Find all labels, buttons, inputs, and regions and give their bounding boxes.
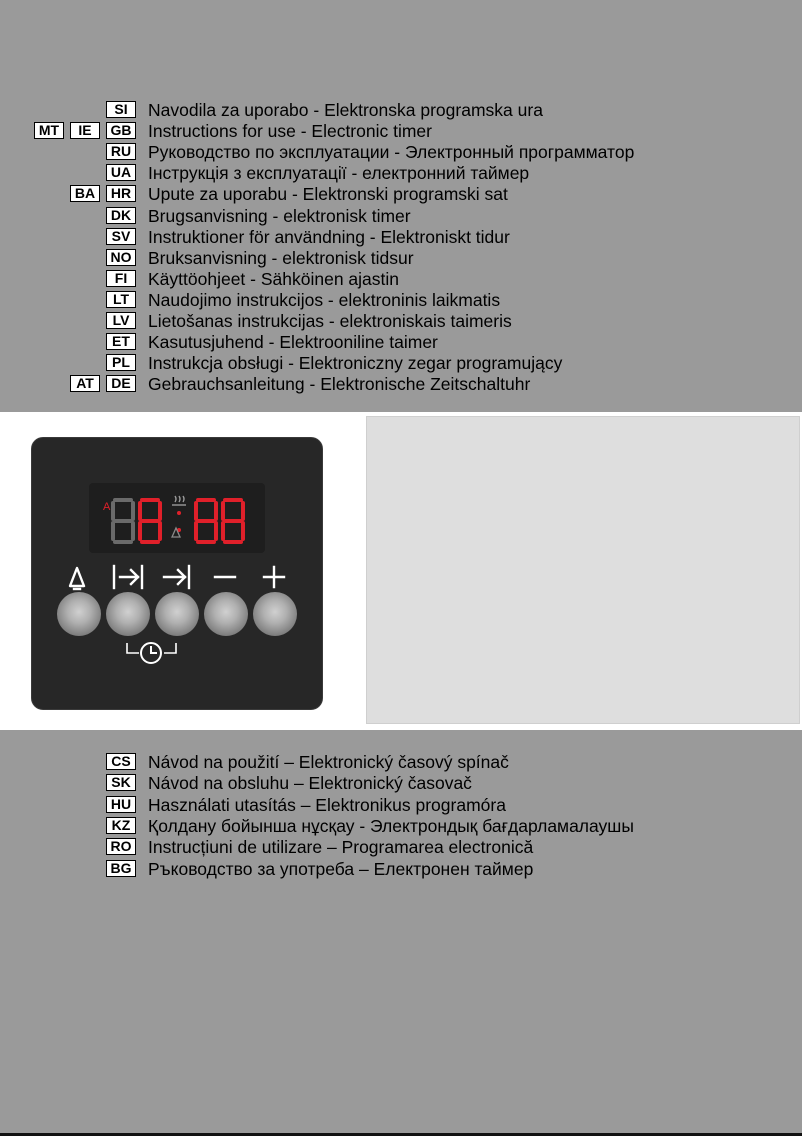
language-code-badge: FI <box>106 270 136 287</box>
language-title: Instruktioner för användning - Elektroniskt tidur <box>148 226 510 247</box>
language-title: Naudojimo instrukcijos - elektroninis laikmatis <box>148 289 501 310</box>
language-title: Brugsanvisning - elektronisk timer <box>148 205 411 226</box>
language-row <box>0 837 802 858</box>
language-row <box>0 374 802 395</box>
timer-graphics <box>0 412 366 730</box>
bell-icon <box>70 568 84 589</box>
plus-button[interactable] <box>253 592 297 636</box>
language-row <box>0 816 802 837</box>
language-row <box>0 184 802 205</box>
language-title: Bruksanvisning - elektronisk tidsur <box>148 247 414 268</box>
end-time-button[interactable] <box>106 592 150 636</box>
language-title: Instructions for use - Electronic timer <box>148 121 432 142</box>
language-title: Instrukcja obsługi - Elektroniczny zegar programujący <box>148 353 563 374</box>
language-code-badge: LT <box>106 291 136 308</box>
blank-image-area <box>366 416 800 724</box>
language-code-badge: MT <box>34 122 64 139</box>
language-row <box>0 332 802 353</box>
language-code-badge: HR <box>106 185 136 202</box>
language-title: Kasutusjuhend - Elektrooniline taimer <box>148 332 438 353</box>
language-title: Lietošanas instrukcijas - elektroniskais taimeris <box>148 311 512 331</box>
language-row <box>0 121 802 142</box>
language-row <box>0 206 802 227</box>
language-row <box>0 773 802 794</box>
language-code-badge: BG <box>106 860 136 877</box>
plus-icon <box>264 567 284 587</box>
language-row <box>0 248 802 269</box>
language-row <box>0 795 802 816</box>
minus-button[interactable] <box>204 592 248 636</box>
language-row <box>0 227 802 248</box>
language-title: Instrucțiuni de utilizare – Programarea electronică <box>148 837 534 858</box>
language-title: Használati utasítás – Elektronikus programóra <box>148 794 506 815</box>
language-code-badge: KZ <box>106 817 136 834</box>
end-time-icon <box>114 566 142 588</box>
language-code-badge: BA <box>70 185 100 202</box>
cooking-icon <box>172 496 186 505</box>
language-code-badge: PL <box>106 354 136 371</box>
language-code-badge: DK <box>106 207 136 224</box>
language-code-badge: RU <box>106 143 136 160</box>
language-code-badge: SK <box>106 774 136 791</box>
language-code-badge: LV <box>106 312 136 329</box>
language-title: Інструкція з експлуатації - електронний таймер <box>148 163 530 184</box>
language-row <box>0 752 802 773</box>
language-code-badge: RO <box>106 838 136 855</box>
language-code-badge: IE <box>70 122 100 139</box>
alarm-button[interactable] <box>57 592 101 636</box>
display-digit-4 <box>223 500 243 542</box>
language-title: Қолдану бойынша нұсқау - Электрондық бағдарламалаушы <box>148 815 634 836</box>
duration-icon <box>164 566 189 588</box>
language-row <box>0 269 802 290</box>
language-title: Upute za uporabu - Elektronski programski sat <box>148 184 508 205</box>
language-code-badge: CS <box>106 753 136 770</box>
language-code-badge: SV <box>106 228 136 245</box>
language-title: Ръководство за употреба – Електронен таймер <box>148 858 534 879</box>
language-title: Návod na obsluhu – Elektronický časovač <box>148 773 472 794</box>
clock-icon <box>141 643 161 663</box>
language-code-badge: SI <box>106 101 136 118</box>
duration-button[interactable] <box>155 592 199 636</box>
language-code-badge: DE <box>106 375 136 392</box>
language-title: Руководство по эксплуатации - Электронный программатор <box>148 142 635 163</box>
display-digit-2 <box>140 500 160 542</box>
display-digit-3 <box>196 500 216 542</box>
language-title: Navodila za uporabo - Elektronska programska ura <box>148 100 543 120</box>
language-row <box>0 163 802 184</box>
auto-indicator: A <box>103 501 111 513</box>
language-row <box>0 859 802 880</box>
colon-dot-top <box>177 511 181 515</box>
language-row <box>0 100 802 121</box>
language-row <box>0 290 802 311</box>
language-title: Käyttöohjeet - Sähköinen ajastin <box>148 268 399 289</box>
language-row <box>0 353 802 374</box>
language-row <box>0 311 802 332</box>
language-code-badge: NO <box>106 249 136 266</box>
display-digit-1 <box>113 500 133 542</box>
language-code-badge: HU <box>106 796 136 813</box>
language-code-badge: UA <box>106 164 136 181</box>
language-row <box>0 142 802 163</box>
language-code-badge: AT <box>70 375 100 392</box>
language-title: Návod na použití – Elektronický časový spínač <box>148 752 509 772</box>
language-title: Gebrauchsanleitung - Elektronische Zeitschaltuhr <box>148 374 531 395</box>
language-code-badge: ET <box>106 333 136 350</box>
language-code-badge: GB <box>106 122 136 139</box>
